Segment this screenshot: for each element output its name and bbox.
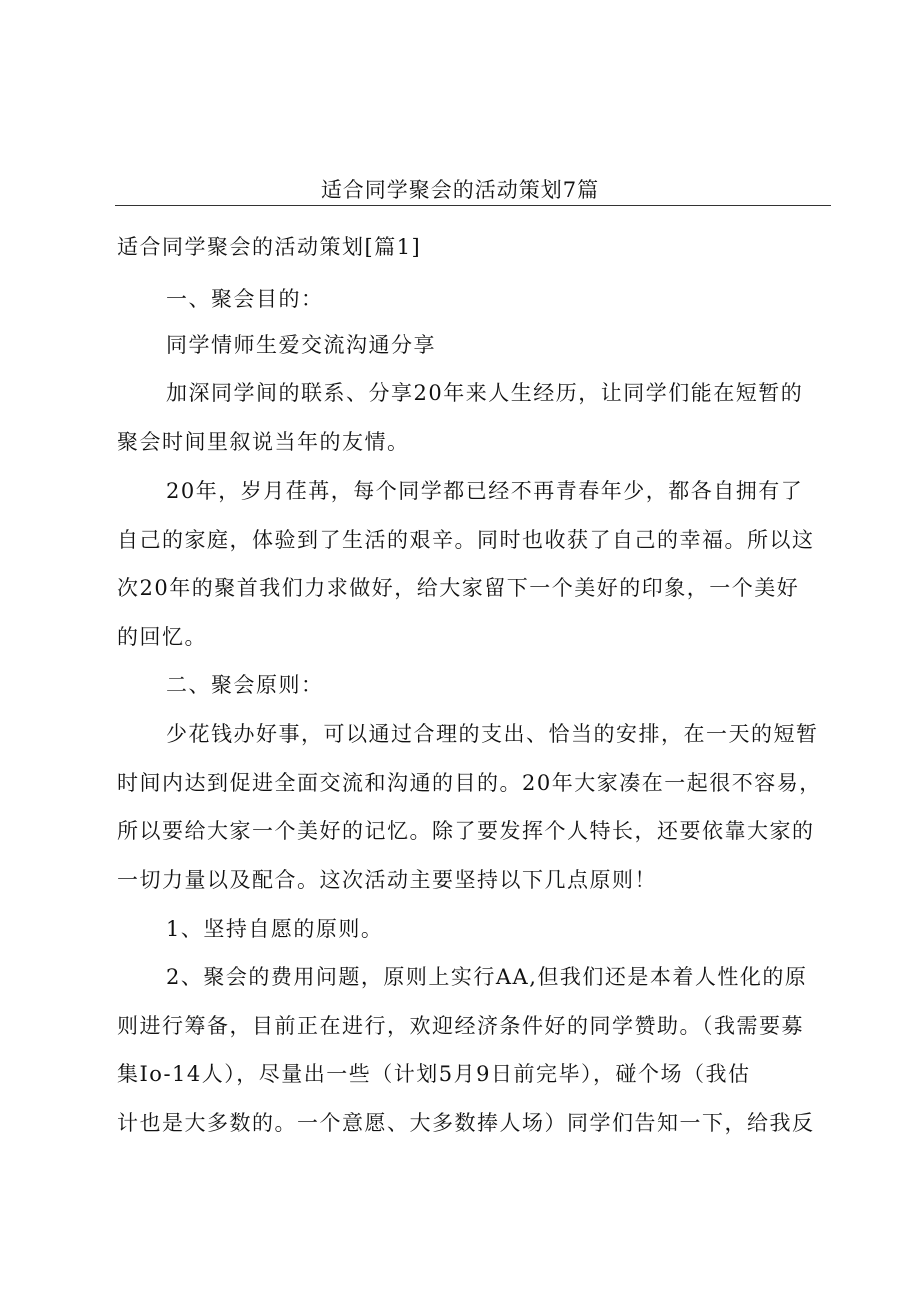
paragraph-line: 自己的家庭，体验到了生活的艰辛。同时也收获了自己的幸福。所以这: [117, 528, 815, 552]
paragraph-line: 集Io-14人），尽量出一些（计划5月9日前完毕），碰个场（我估: [117, 1062, 751, 1086]
paragraph-line: 同学情师生爱交流沟通分享: [166, 333, 436, 357]
subsection-heading: 二、聚会原则：: [166, 673, 324, 697]
paragraph-line: 20年，岁月荏苒，每个同学都已经不再青春年少，都各自拥有了: [166, 479, 804, 503]
paragraph-line: 加深同学间的联系、分享20年来人生经历，让同学们能在短暂的: [166, 381, 804, 405]
list-item: 2、聚会的费用问题，原则上实行AA,但我们还是本着人性化的原: [166, 965, 808, 989]
paragraph-line: 次20年的聚首我们力求做好，给大家留下一个美好的印象，一个美好: [117, 576, 800, 600]
paragraph-line: 时间内达到促进全面交流和沟通的目的。20年大家凑在一起很不容易，: [117, 771, 822, 795]
list-item: 1、坚持自愿的原则。: [166, 917, 384, 941]
header-divider: [115, 205, 831, 206]
paragraph-line: 一切力量以及配合。这次活动主要坚持以下几点原则！: [117, 868, 657, 892]
paragraph-line: 少花钱办好事，可以通过合理的支出、恰当的安排，在一天的短暂: [166, 722, 819, 746]
section-heading: 适合同学聚会的活动策划[篇1]: [117, 235, 422, 259]
paragraph-line: 计也是大多数的。一个意愿、大多数捧人场）同学们告知一下，给我反: [117, 1111, 815, 1135]
paragraph-line: 则进行筹备，目前正在进行，欢迎经济条件好的同学赞助。（我需要募: [117, 1014, 804, 1038]
paragraph-line: 的回忆。: [117, 625, 207, 649]
document-title: 适合同学聚会的活动策划7篇: [320, 178, 600, 202]
paragraph-line: 聚会时间里叙说当年的友情。: [117, 430, 410, 454]
paragraph-line: 所以要给大家一个美好的记忆。除了要发挥个人特长，还要依靠大家的: [117, 819, 815, 843]
subsection-heading: 一、聚会目的：: [166, 287, 324, 311]
